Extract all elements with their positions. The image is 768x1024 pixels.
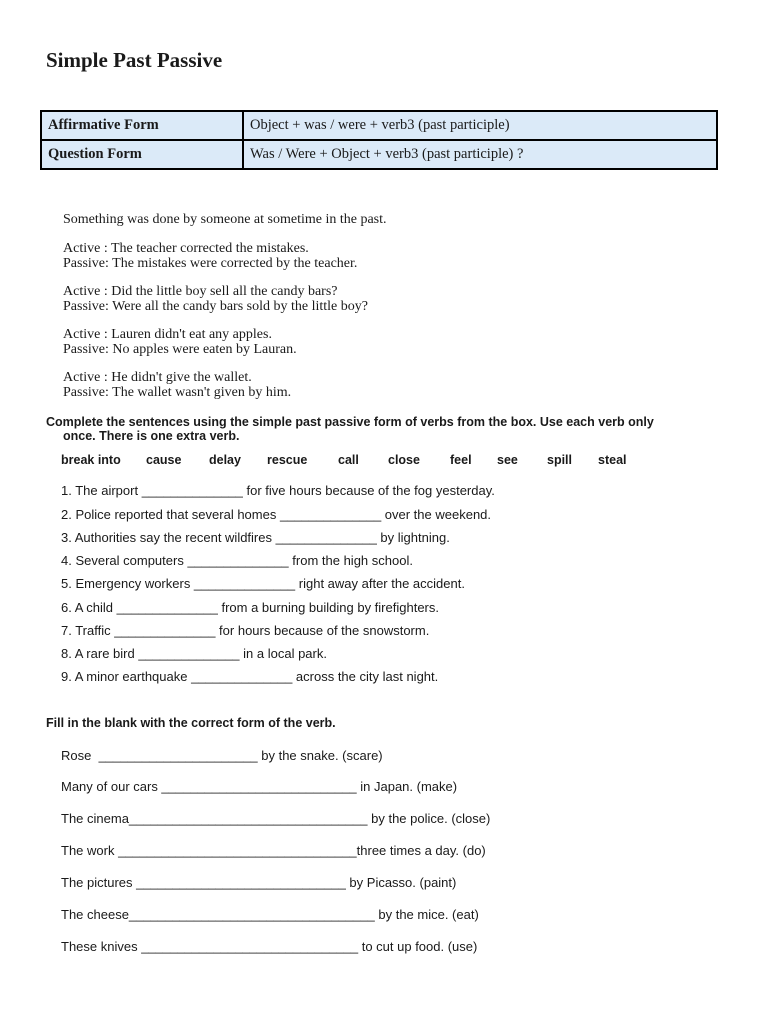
active-sentence: Active : He didn't give the wallet.: [63, 370, 252, 385]
form-label: Affirmative Form: [41, 111, 243, 140]
example-pair: [63, 327, 297, 357]
active-sentence: Active : Did the little boy sell all the candy bars?: [63, 284, 338, 299]
exercise-sentence: 8. A rare bird ______________ in a local park.: [61, 646, 327, 661]
explanation-text: Something was done by someone at sometime in the past.: [63, 212, 387, 227]
exercise-sentence: 3. Authorities say the recent wildfires ______________ by lightning.: [61, 530, 450, 545]
exercise-sentence: 6. A child ______________ from a burning building by firefighters.: [61, 600, 439, 615]
exercise-sentence: 1. The airport ______________ for five hours because of the fog yesterday.: [61, 483, 495, 498]
passive-sentence: Passive: Were all the candy bars sold by the little boy?: [63, 299, 368, 314]
passive-sentence: Passive: The wallet wasn't given by him.: [63, 385, 292, 400]
fill-blank-sentence: The cheese__________________________________ by the mice. (eat): [61, 907, 479, 922]
form-label: Question Form: [41, 140, 243, 169]
active-sentence: Active : Lauren didn't eat any apples.: [63, 327, 272, 342]
page-title: Simple Past Passive: [46, 48, 223, 72]
table-row: [41, 111, 717, 140]
exercise-sentence: 4. Several computers ______________ from the high school.: [61, 553, 413, 568]
instruction-line: Complete the sentences using the simple past passive form of verbs from the box. Use each verb only: [46, 415, 654, 429]
exercise-sentence: 9. A minor earthquake ______________ across the city last night.: [61, 669, 439, 684]
example-pair: [63, 370, 291, 400]
passive-sentence: Passive: The mistakes were corrected by the teacher.: [63, 256, 358, 271]
exercise-sentence: 5. Emergency workers ______________ right away after the accident.: [61, 576, 465, 591]
fill-blank-sentence: These knives ______________________________ to cut up food. (use): [61, 939, 478, 954]
verb-option: call: [338, 453, 359, 467]
verb-option: break into: [61, 453, 121, 467]
example-pair: [63, 284, 368, 314]
forms-table: [40, 110, 718, 170]
exercise1-instruction: [46, 415, 654, 443]
fill-blank-sentence: The pictures _____________________________ by Picasso. (paint): [61, 875, 457, 890]
table-row: [41, 140, 717, 169]
passive-sentence: Passive: No apples were eaten by Lauran.: [63, 342, 297, 357]
verb-option: delay: [209, 453, 241, 467]
exercise2-instruction: Fill in the blank with the correct form of the verb.: [46, 716, 336, 730]
fill-blank-sentence: Many of our cars ___________________________ in Japan. (make): [61, 779, 458, 794]
verb-option: steal: [598, 453, 627, 467]
fill-blank-sentence: Rose ______________________ by the snake. (scare): [61, 748, 383, 763]
verb-option: feel: [450, 453, 472, 467]
explanation: [63, 212, 387, 227]
exercise-sentence: 2. Police reported that several homes ______________ over the weekend.: [61, 507, 492, 522]
instruction-line: once. There is one extra verb.: [63, 429, 240, 443]
form-formula: Object + was / were + verb3 (past participle): [243, 111, 717, 140]
form-formula: Was / Were + Object + verb3 (past participle) ?: [243, 140, 717, 169]
verb-option: see: [497, 453, 518, 467]
verb-option: rescue: [267, 453, 308, 467]
verb-option: spill: [547, 453, 573, 467]
active-sentence: Active : The teacher corrected the mistakes.: [63, 241, 309, 256]
verb-box: [61, 453, 638, 467]
fill-blank-sentence: The work _________________________________three times a day. (do): [61, 843, 486, 858]
example-pair: [63, 241, 357, 271]
fill-blank-sentence: The cinema_________________________________ by the police. (close): [61, 811, 491, 826]
exercise-sentence: 7. Traffic ______________ for hours because of the snowstorm.: [61, 623, 430, 638]
verb-option: cause: [146, 453, 182, 467]
verb-option: close: [388, 453, 420, 467]
